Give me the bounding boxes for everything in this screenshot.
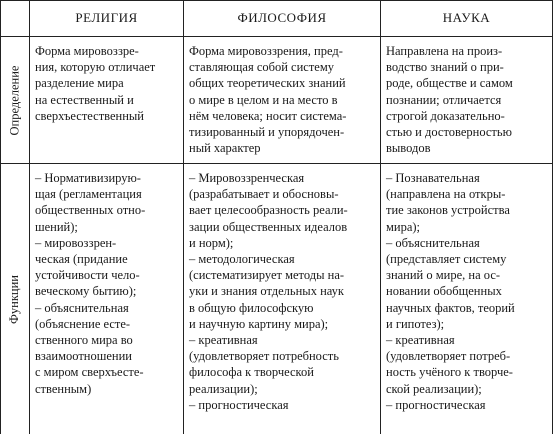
cell-line: Форма мировоззре- [35, 44, 139, 58]
cell-line: – объяснительная [35, 300, 129, 315]
cell-line: – креативная [189, 333, 258, 348]
row-divider [0, 163, 553, 164]
cell-line: (удовлетворяет потреб- [386, 349, 511, 364]
cell-line: в общую философскую [189, 300, 314, 315]
cell-line: – Познавательная [386, 171, 480, 185]
table-border-right [552, 0, 553, 434]
table-divider-2 [380, 0, 381, 434]
cell-line: ния, которую отличает [35, 60, 156, 75]
header-religion: РЕЛИГИЯ [75, 10, 138, 25]
cell-religion-definition [35, 43, 155, 124]
cell-line: веческому бытию); [35, 284, 137, 299]
header-science: НАУКА [442, 10, 491, 25]
cell-line: на естественный и [35, 92, 134, 107]
cell-line: роде, обществе и самом [386, 76, 513, 91]
cell-line: – прогностическая [386, 397, 486, 412]
cell-line: новании обобщенных [386, 284, 502, 299]
cell-line: нём человека; носит система- [189, 108, 347, 123]
cell-line: водство знаний о при- [386, 60, 504, 75]
cell-line: шений); [35, 219, 78, 234]
table-divider-1 [183, 0, 184, 434]
cell-line: – методологическая [189, 252, 295, 267]
row-label-definition-text: Определение [7, 65, 22, 135]
cell-line: знаний о мире, на ос- [386, 268, 501, 283]
cell-line: общественных отно- [35, 203, 146, 218]
table-divider-label [29, 0, 30, 434]
cell-line: – креативная [386, 333, 455, 348]
cell-line: общих теоретических знаний [189, 76, 346, 91]
cell-line: ческая (придание [35, 252, 128, 267]
cell-line: – объяснительная [386, 235, 480, 250]
cell-line: философа к творческой [189, 365, 314, 380]
cell-line: (систематизирует методы на- [189, 268, 345, 283]
cell-line: строгой доказательно- [386, 108, 505, 123]
cell-line: мира); [386, 219, 421, 234]
cell-line: ный характер [189, 141, 261, 156]
cell-line: – Мировоззренческая [189, 171, 305, 185]
cell-line: ской реализации); [386, 381, 482, 396]
cell-line: научных фактов, теорий [386, 300, 515, 315]
cell-line: ственного мира во [35, 333, 133, 348]
cell-line: Форма мировоззрения, пред- [189, 44, 343, 58]
cell-line: – Нормативизирую- [35, 171, 141, 185]
cell-line: взаимоотношении [35, 349, 132, 364]
cell-line: о мире в целом и на место в [189, 92, 338, 107]
cell-line: познании; отличается [386, 92, 502, 107]
cell-line: Направлена на произ- [386, 44, 503, 58]
cell-religion-functions [35, 170, 145, 397]
cell-line: ставляющая собой систему [189, 60, 335, 75]
cell-line: и гипотез); [386, 316, 445, 331]
cell-line: разделение мира [35, 76, 124, 91]
cell-line: (разрабатывает и обосновы- [189, 187, 339, 202]
row-label-functions [0, 164, 29, 434]
cell-line: и норм); [189, 235, 234, 250]
cell-line: (удовлетворяет потребность [189, 349, 339, 364]
cell-line: – мировоззрен- [35, 235, 117, 250]
cell-line: (представляет систему [386, 252, 507, 267]
cell-line: стью и достоверностью [386, 125, 512, 140]
row-label-definition [0, 37, 29, 163]
row-label-functions-text: Функции [7, 274, 21, 324]
cell-line: сверхъестественный [35, 108, 144, 123]
cell-philosophy-functions [189, 170, 348, 413]
cell-line: (направлена на откры- [386, 187, 506, 202]
header-divider [0, 36, 553, 37]
cell-science-functions [386, 170, 515, 413]
cell-line: с миром сверхъесте- [35, 365, 144, 380]
cell-line: устойчивости чело- [35, 268, 140, 283]
cell-line: щая (регламентация [35, 187, 142, 202]
cell-philosophy-definition [189, 43, 346, 156]
cell-line: реализации); [189, 381, 258, 396]
cell-line: уки и знания отдельных наук [189, 284, 344, 299]
cell-line: тие законов устройства [386, 203, 510, 218]
cell-line: и научную картину мира); [189, 316, 329, 331]
cell-line: вает целесообразность реали- [189, 203, 348, 218]
cell-line: – прогностическая [189, 397, 289, 412]
cell-line: зации общественных идеалов [189, 219, 348, 234]
cell-line: выводов [386, 141, 431, 156]
cell-line: ственным) [35, 381, 92, 396]
cell-line: ность учёного к творче- [386, 365, 513, 380]
cell-line: тизированный и упорядочен- [189, 125, 345, 140]
cell-science-definition [386, 43, 513, 156]
cell-line: (объяснение есте- [35, 316, 131, 331]
header-philosophy: ФИЛОСОФИЯ [237, 10, 327, 25]
